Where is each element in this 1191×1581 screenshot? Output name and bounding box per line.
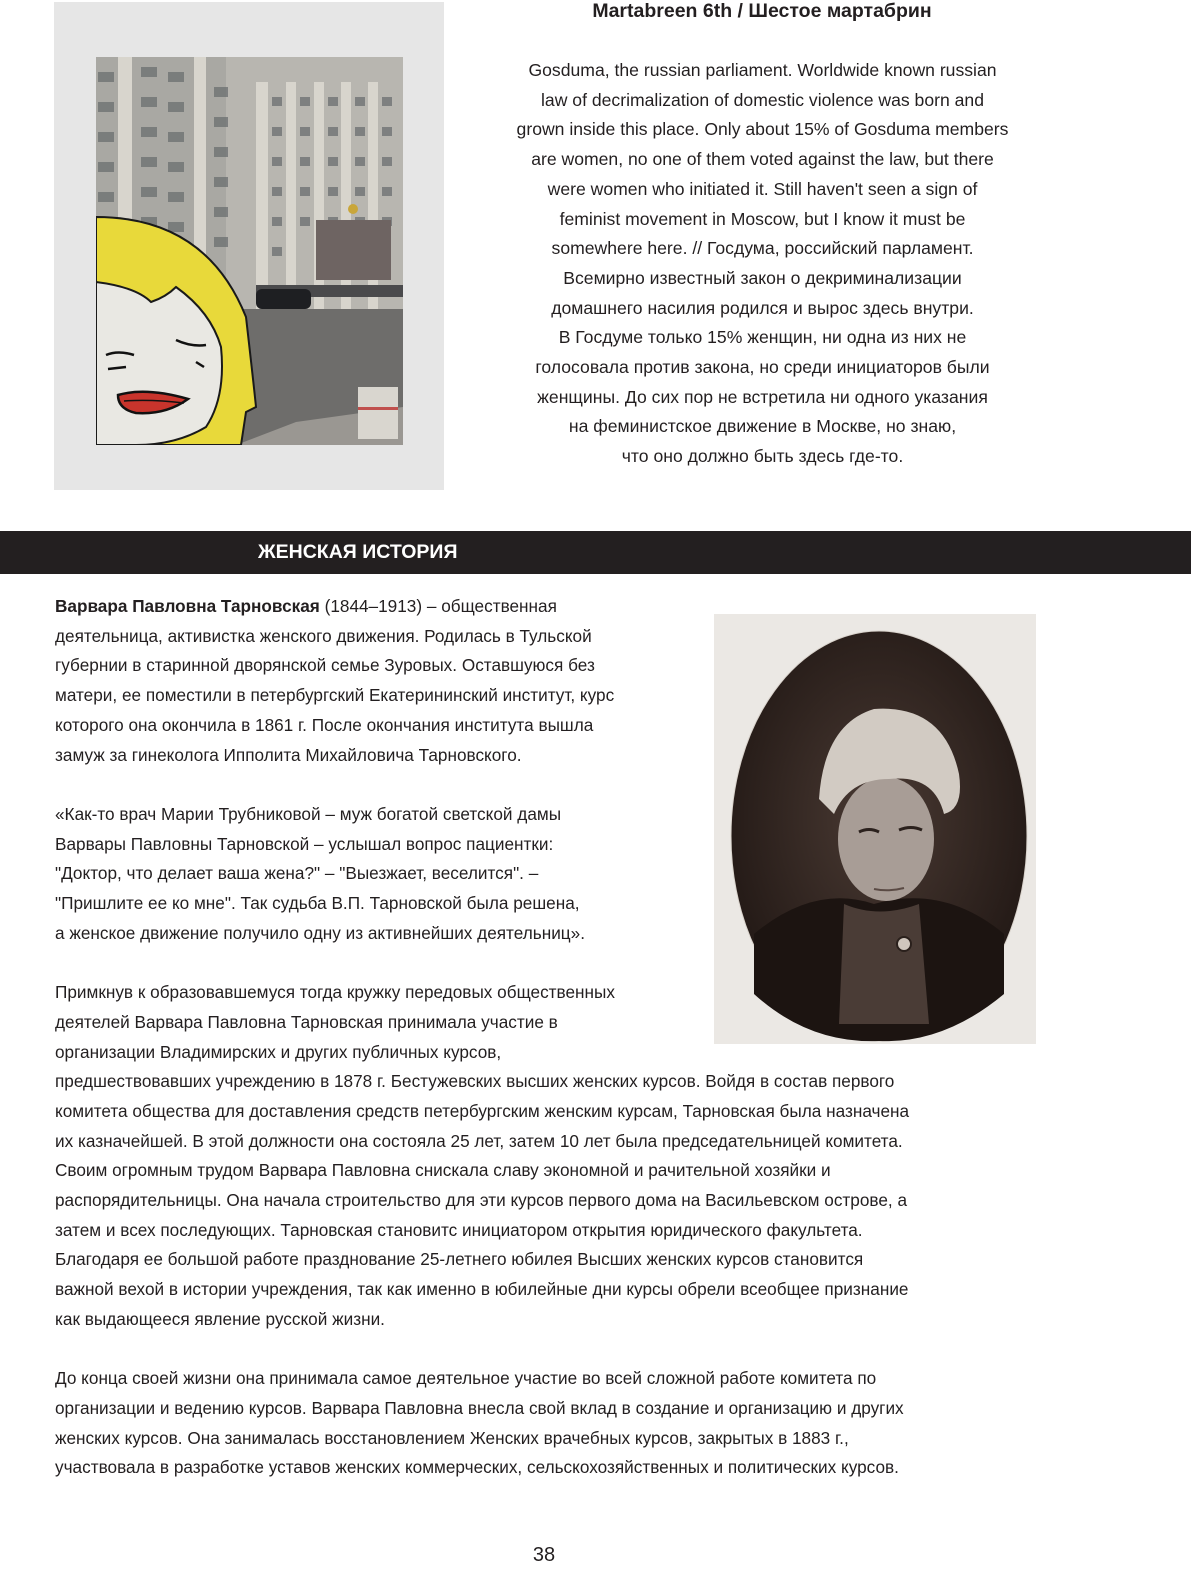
history-article [55,592,1055,1483]
history-line: женских курсов. Она занималась восстановлением Женских врачебных курсов, закрытых в 1883 г., [55,1427,849,1448]
history-line: губернии в старинной дворянской семье Зуровых. Оставшуюся без [55,655,595,676]
history-line: матери, ее поместили в петербургский Екатерининский институт, курс [55,685,615,706]
history-line: распорядительницы. Она начала строительство для эти курсов первого дома на Васильевском острове, а [55,1190,908,1211]
history-line: Своим огромным трудом Варвара Павловна снискала славу экономной и рачительной хозяйки и [55,1160,831,1181]
history-line: До конца своей жизни она принимала самое деятельное участие во всей сложной работе комитета по [55,1368,877,1389]
section-title: ЖЕНСКАЯ ИСТОРИЯ [258,541,458,563]
duma-photo-illustration [96,57,403,445]
article-line: Всемирно известный закон о декриминализации [563,267,962,288]
quote-line: а женское движение получило одну из активнейших деятельниц». [55,922,585,943]
article-line: law of decrimalization of domestic violence was born and [541,89,984,110]
paragraph-gap [55,1335,1055,1365]
section-header-band [0,531,1191,574]
history-line: Примкнув к образовавшемуся тогда кружку передовых общественных [55,982,615,1003]
history-line: затем и всех последующих. Тарновская становитс инициатором открытия юридического факультета. [55,1219,863,1240]
history-line: важной вехой в истории учреждения, так как именно в юбилейные дни курсы обрели всеобщее признание [55,1279,909,1300]
history-line: предшествовавших учреждению в 1878 г. Бестужевских высших женских курсов. Войдя в состав первого [55,1071,895,1092]
article-line: somewhere here. // Госдума, российский парламент. [551,238,974,259]
article-line: are women, no one of them voted against the law, but there [531,149,994,170]
history-intro-line [55,592,1055,622]
quote-line: «Как-то врач Марии Трубниковой – муж богатой светской дамы [55,803,562,824]
paragraph-gap [55,948,1055,978]
duma-photo-frame [54,2,444,490]
history-line: комитета общества для доставления средств петербургским женским курсам, Тарновская была назначена [55,1100,910,1121]
article-body [470,56,1055,472]
article-line: голосовала против закона, но среди инициаторов были [535,357,990,378]
history-line: организации Владимирских и других публичных курсов, [55,1041,502,1062]
history-line: их казначейшей. В этой должности она состояла 25 лет, затем 10 лет была председательницей комитета. [55,1130,903,1151]
quote-line: Варвары Павловны Тарновской – услышал вопрос пациентки: [55,833,554,854]
article-line: женщины. До сих пор не встретила ни одного указания [537,386,988,407]
history-line: замуж за гинеколога Ипполита Михайловича Тарновского. [55,744,522,765]
history-line: Благодаря ее большой работе празднование 25-летнего юбилея Высших женских курсов становится [55,1249,864,1270]
article-title: Martabreen 6th / Шестое мартабрин [592,0,932,22]
article-line: were women who initiated it. Still haven't seen a sign of [547,178,978,199]
history-line: участвовала в разработке уставов женских коммерческих, сельскохозяйственных и политических курсов. [55,1457,899,1478]
history-line: как выдающееся явление русской жизни. [55,1308,385,1329]
article-line: что оно должно быть здесь где-то. [621,446,904,467]
article-line: В Госдуме только 15% женщин, ни одна из них не [558,327,967,348]
history-line: деятельница, активистка женского движения. Родилась в Тульской [55,625,592,646]
person-dates: (1844–1913) – общественная [319,596,557,616]
duma-photo [96,57,403,445]
quote-line: "Доктор, что делает ваша жена?" – "Выезжает, веселится". – [55,863,539,884]
person-name: Варвара Павловна Тарновская [55,596,320,616]
quote-line: "Пришлите ее ко мне". Так судьба В.П. Тарновской была решена, [55,893,580,914]
paragraph-gap [55,770,1055,800]
article-line: Gosduma, the russian parliament. Worldwide known russian [528,60,997,80]
article-line: grown inside this place. Only about 15% of Gosduma members [516,119,1009,140]
page-number: 38 [532,1544,556,1566]
article-line: на феминистское движение в Москве, но знаю, [568,416,957,437]
history-line: которого она окончила в 1861 г. После окончания института вышла [55,714,594,735]
history-line: деятелей Варвара Павловна Тарновская принимала участие в [55,1011,558,1032]
article-line: feminist movement in Moscow, but I know it must be [559,208,966,229]
article-line: домашнего насилия родился и вырос здесь внутри. [551,297,974,318]
history-line: организации и ведению курсов. Варвара Павловна внесла свой вклад в создание и организацию и других [55,1397,904,1418]
